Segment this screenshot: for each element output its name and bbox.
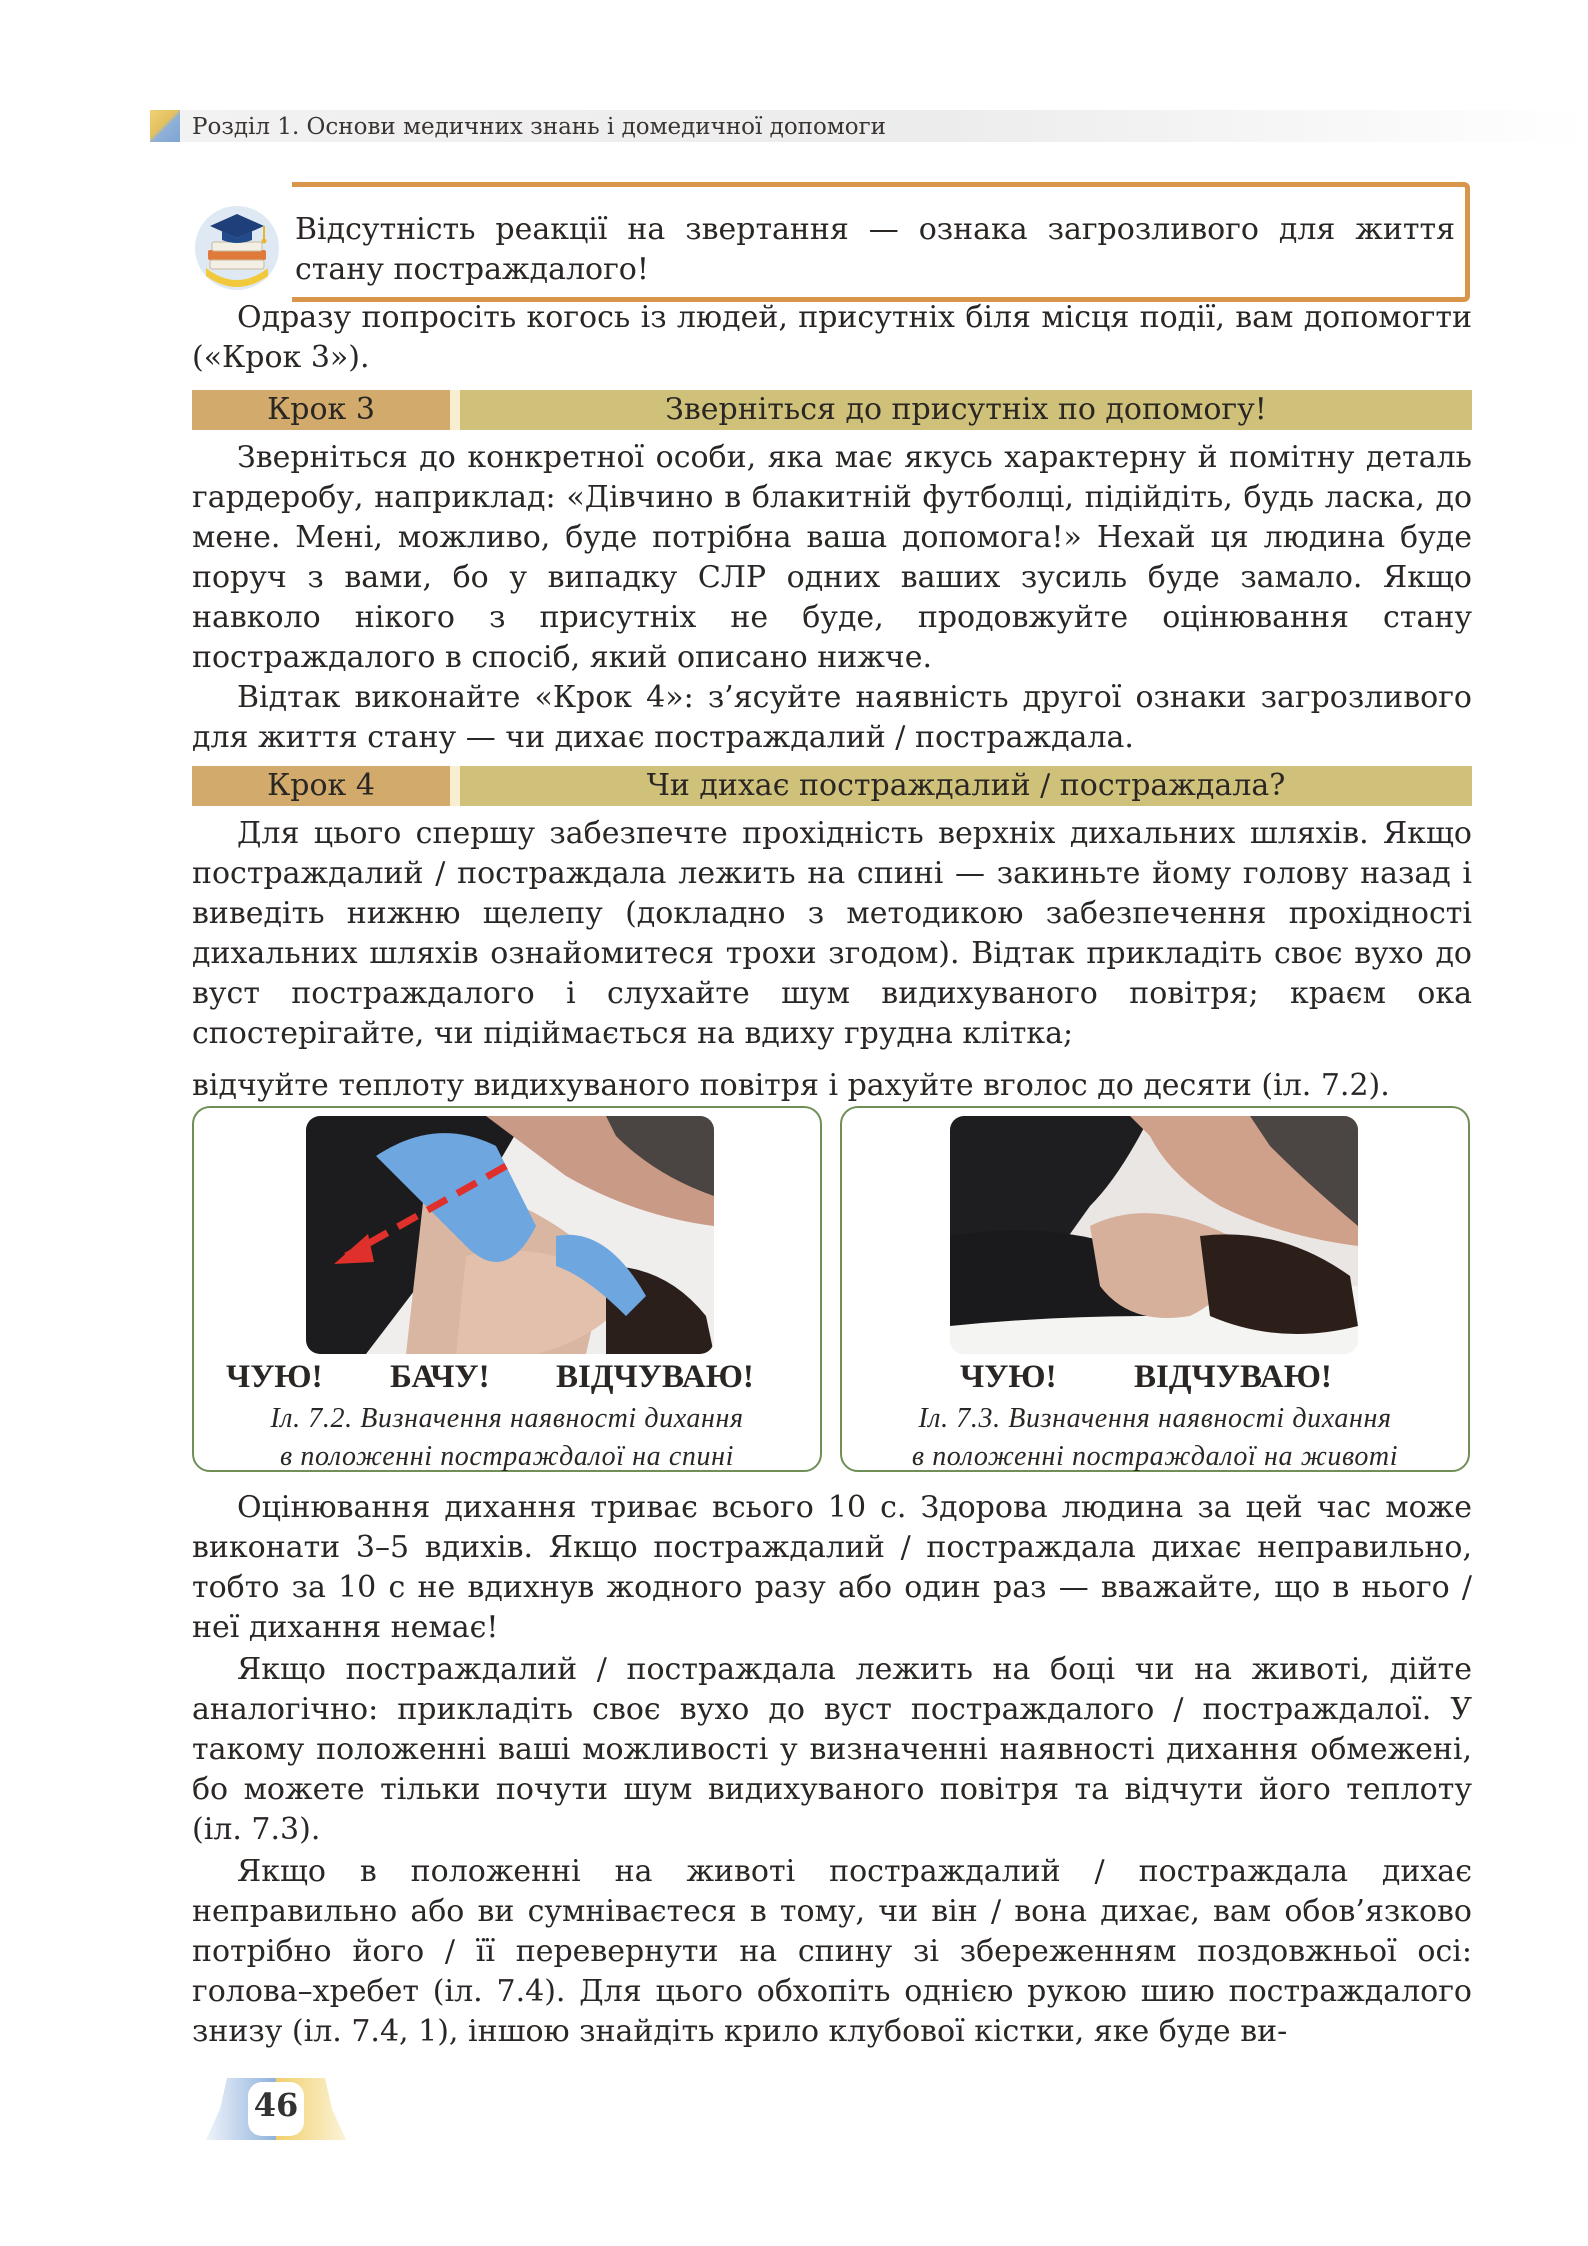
paragraph-check-breathing-end: відчуйте теплоту видихуваного повітря і рахуйте вголос до десяти (іл. 7.2). bbox=[192, 1068, 1390, 1103]
page-number-tab bbox=[206, 2078, 346, 2140]
label-see: БАЧУ! bbox=[390, 1359, 490, 1395]
figure-7-3-labels bbox=[842, 1354, 1468, 1400]
photo-breathing-check-stomach bbox=[950, 1116, 1358, 1354]
step-3-number: Крок 3 bbox=[192, 390, 450, 430]
photo-breathing-check-back bbox=[306, 1116, 714, 1354]
paragraph-ask-help: Одразу попросіть когось із людей, присутніх біля місця події, вам допомогти («Крок 3»). bbox=[192, 300, 1472, 375]
figure-7-2 bbox=[192, 1106, 822, 1472]
note-text: Відсутність реакції на звертання — ознака загрозливого для життя стану постраждалого! bbox=[295, 212, 1455, 287]
figure-7-3-caption: Іл. 7.3. Визначення наявності дихання в положенні постраждалої на животі bbox=[911, 1403, 1399, 1472]
step-4-title: Чи дихає постраждалий / постраждала? bbox=[460, 766, 1472, 806]
label-feel: ВІДЧУВАЮ! bbox=[1134, 1359, 1332, 1395]
step-bar-divider bbox=[450, 390, 460, 430]
step-4-number: Крок 4 bbox=[192, 766, 450, 806]
step-3-title: Зверніться до присутніх по допомогу! bbox=[460, 390, 1472, 430]
paragraph-step-4-intro: Відтак виконайте «Крок 4»: з’ясуйте наявність другої ознаки загрозливого для життя стану — чи дихає постраждалий / постраждала. bbox=[192, 680, 1472, 755]
figure-7-2-labels bbox=[194, 1354, 820, 1400]
graduation-cap-books-icon bbox=[192, 198, 282, 294]
running-header bbox=[150, 110, 1588, 142]
page-number: 46 bbox=[253, 2086, 299, 2124]
paragraph-side-stomach: Якщо постраждалий / постраждала лежить на боці чи на животі, дійте аналогічно: прикладіть своє вухо до вуст постраждалого / постраждалої. У такому положенні ваші можливості у визначенні наявності дихання обмежені, бо можете тільки почути шум видихуваного повітря та відчути його теплоту (іл. 7.3). bbox=[192, 1652, 1472, 1847]
header-corner-mark bbox=[150, 110, 180, 142]
label-hear: ЧУЮ! bbox=[960, 1359, 1057, 1395]
paragraph-address-person: Зверніться до конкретної особи, яка має якусь характерну й помітну деталь гардеробу, наприклад: «Дівчино в блакитній футболці, підійдіть, будь ласка, до мене. Мені, можливо, буде потрібна ваша допомога!» Нехай ця людина буде поруч з вами, бо у випадку СЛР одних ваших зусиль буде замало. Якщо навколо нікого з присутніх не буде, продовжуйте оцінювання стану постраждалого в спосіб, який описано нижче. bbox=[192, 440, 1472, 675]
label-feel: ВІДЧУВАЮ! bbox=[556, 1359, 754, 1395]
paragraph-check-breathing: Для цього спершу забезпечте прохідність верхніх дихальних шляхів. Якщо постраждалий / постраждала лежить на спині — закиньте йому голову назад і виведіть нижню щелепу (докладно з методикою забезпечення прохідності дихальних шляхів ознайомитеся трохи згодом). Відтак прикладіть своє вухо до вуст постраждалого і слухайте шум видихуваного повітря; краєм ока спостерігайте, чи підіймається на вдиху грудна клітка; bbox=[192, 816, 1472, 1051]
paragraph-turn-over: Якщо в положенні на животі постраждалий / постраждала дихає неправильно або ви сумніваєтеся в тому, чи він / вона дихає, вам обов’язково потрібно його / її перевернути на спину зі збереженням поздовжньої осі: голова–хребет (іл. 7.4). Для цього обхопіть однією рукою шию постраждалого знизу (іл. 7.4, 1), іншою знайдіть крило клубової кістки, яке буде ви- bbox=[192, 1854, 1472, 2049]
figure-7-3 bbox=[840, 1106, 1470, 1472]
step-bar-divider bbox=[450, 766, 460, 806]
figure-7-2-caption: Іл. 7.2. Визначення наявності дихання в положенні постраждалої на спині bbox=[270, 1403, 744, 1472]
paragraph-breathing-duration: Оцінювання дихання триває всього 10 с. Здорова людина за цей час може виконати 3–5 вдихів. Якщо постраждалий / постраждала дихає неправильно, тобто за 10 с не вдихнув жодного разу або один раз — вважайте, що в нього / неї дихання немає! bbox=[192, 1490, 1472, 1645]
label-hear: ЧУЮ! bbox=[226, 1359, 323, 1395]
step-4-bar bbox=[192, 766, 1472, 806]
header-title: Розділ 1. Основи медичних знань і домедичної допомоги bbox=[192, 114, 886, 140]
step-3-bar bbox=[192, 390, 1472, 430]
